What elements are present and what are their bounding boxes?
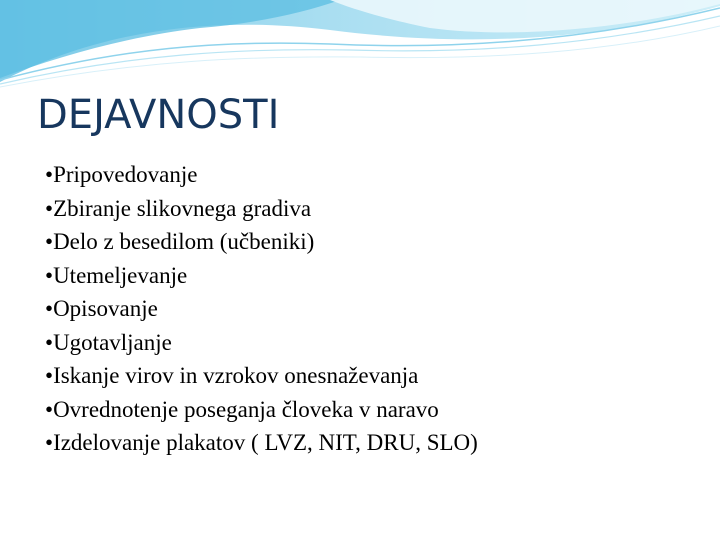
list-item-text: Delo z besedilom (učbeniki) (53, 229, 315, 254)
bullet-marker: • (45, 430, 54, 455)
list-item-text: Zbiranje slikovnega gradiva (53, 195, 312, 221)
header-wave-decoration (0, 0, 720, 90)
list-item-text: Iskanje virov in vzrokov onesnaževanja (53, 363, 419, 388)
bullet-marker: • (45, 229, 54, 254)
list-item-text: Utemeljevanje (53, 262, 188, 288)
bullet-marker: • (45, 363, 54, 388)
list-item (45, 292, 478, 326)
bullet-marker: • (45, 329, 54, 355)
list-item (45, 393, 478, 427)
list-item-text: Opisovanje (53, 296, 158, 321)
slide-title: DEJAVNOSTI (37, 92, 280, 138)
bullet-marker: • (45, 195, 54, 221)
bullet-marker: • (45, 162, 54, 187)
list-item (45, 158, 478, 192)
list-item (45, 426, 478, 460)
list-item (45, 259, 478, 293)
list-item-text: Ugotavljanje (53, 329, 172, 355)
bullet-marker: • (45, 296, 54, 321)
bullet-marker: • (45, 396, 54, 422)
activity-list (45, 158, 478, 460)
list-item (45, 359, 478, 393)
list-item (45, 225, 478, 259)
list-item (45, 192, 478, 226)
list-item-text: Ovrednotenje poseganja človeka v naravo (53, 396, 439, 422)
list-item (45, 326, 478, 360)
bullet-marker: • (45, 262, 54, 288)
list-item-text: Izdelovanje plakatov ( LVZ, NIT, DRU, SLO) (53, 430, 478, 455)
list-item-text: Pripovedovanje (53, 162, 198, 187)
